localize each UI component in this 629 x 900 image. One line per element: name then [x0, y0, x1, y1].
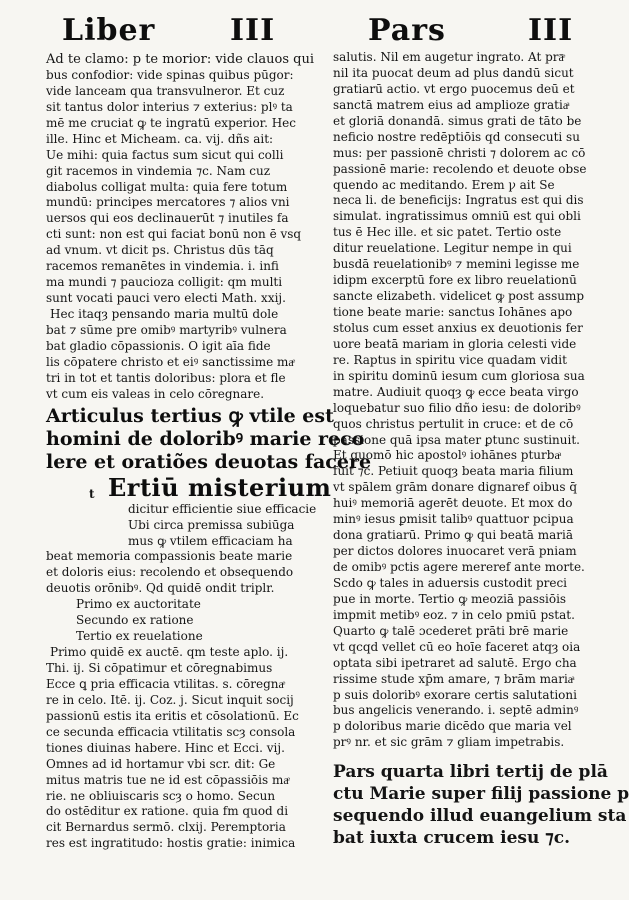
text-line: dona gratiarū. Primo ꝙ qui beatā mariā — [333, 528, 574, 543]
text-line: et doloris eius: recolendo et obsequendo — [46, 565, 294, 580]
left-para-4 — [46, 645, 311, 852]
text-line: diabolus colligat multa: quia fere totum — [46, 179, 288, 194]
left-para-3 — [46, 501, 317, 598]
text-line: bat ⁊ sūme pre omibꝰ martyribꝰ vulnera — [46, 322, 287, 337]
text-line: vt cum eis valeas in celo cōregnare. — [46, 386, 265, 401]
text-line: nil ita puocat deum ad plus dandū sicut — [333, 65, 574, 80]
running-head-left-numeral-text: III — [230, 13, 276, 48]
text-line: Et quomō hic apostolꝰ iohānes pturbaͣ — [333, 448, 560, 463]
text-line: re in celo. Itē. ij. Coz. j. Sicut inquit socij — [46, 692, 294, 707]
text-line: idipm excerptū fore ex libro reuelationū — [333, 273, 577, 288]
text-line: cit Bernardus sermō. clxij. Peremptoria — [46, 820, 286, 835]
text-line: tri in tot et tantis doloribus: plora et fle — [46, 370, 286, 385]
text-line: et gloriā donandā. simus grati de tāto be — [333, 113, 582, 128]
text-line: matre. Audiuit quoqȝ ꝙ ecce beata virgo — [333, 384, 579, 399]
text-line: dicitur efficientie siue efficacie — [128, 501, 317, 516]
text-line: mus: per passionē christi ⁊ dolorem ac cō — [333, 145, 586, 160]
section-marker: t — [89, 487, 95, 501]
heading-line: lere et oratiões deuotas facere — [46, 450, 372, 473]
text-line: lis cōpatere christo et eiꝰ sanctissime maͤ — [46, 354, 294, 369]
text-line: Ubi circa premissa subiūga — [128, 517, 295, 532]
mystery-title-text: Ertiū misterium — [108, 472, 332, 502]
running-head-left-numeral — [230, 14, 275, 48]
text-line: p suis doloribꝰ exorare certis salutationi — [333, 687, 577, 702]
text-line: de omibꝰ pctis agere mereref ante morte. — [333, 560, 585, 574]
running-head-left-label: Liber — [62, 13, 156, 48]
text-line: beat memoria compassionis beate marie — [46, 549, 293, 564]
text-line: tus ē Hec ille. et sic patet. Tertio oste — [333, 225, 562, 240]
text-line: rie. ne obliuiscaris scȝ o homo. Secun — [46, 788, 276, 803]
text-line: sunt vocati pauci vero electi Math. xxij. — [46, 291, 286, 306]
text-line: tione beate marie: sanctus Iohānes apo — [333, 305, 573, 319]
text-line: sit tantus dolor interius ⁊ exterius: plꝰ ta — [46, 99, 293, 114]
text-line: rissime stude xp̄m amare, ⁊ brām mariaͣ — [333, 671, 574, 686]
text-line: Hec itaqȝ pensando maria multū dole — [50, 307, 279, 321]
text-line: mitus matris tue ne id est cōpassiōis maͤ — [46, 772, 289, 787]
text-line: Thi. ij. Si cōpatimur et cōregnabimus — [46, 661, 273, 675]
running-head-right — [368, 14, 446, 48]
text-line: tiones diuinas habere. Hinc et Ecci. vij. — [46, 740, 285, 755]
text-line: Ue mihi: quia factus sum sicut qui colli — [46, 147, 284, 162]
text-line: ditur reuelatione. Legitur nempe in qui — [333, 241, 572, 256]
text-line: per dictos dolores inuocaret verā pniam — [333, 544, 577, 559]
text-line: cti sunt: non est qui faciat bonū non ē vsq — [46, 227, 302, 242]
text-line: in spiritu dominū iesum cum gloriosa sua — [333, 368, 585, 383]
spacer — [333, 751, 603, 761]
text-line: racemos remanētes in vindemia. i. infi — [46, 259, 279, 274]
text-line: res est ingratitudo: hostis gratie: inimica — [46, 836, 296, 851]
article-heading — [46, 404, 372, 474]
text-line: gratiarū actio. vt ergo puocemus deū et — [333, 81, 575, 96]
list-item: Tertio ex reuelatione — [76, 629, 203, 644]
text-line: quendo ac meditando. Erem ꝩ ait Se — [333, 177, 555, 192]
text-line: Scdo ꝙ tales in aduersis custodit preci — [333, 575, 568, 590]
list-item: Secundo ex ratione — [76, 613, 194, 628]
proof-list — [46, 597, 311, 645]
text-line: vt spālem grām donare dignaref oibus q̄ — [333, 480, 578, 495]
text-line: minꝰ iesus ꝑmisit talibꝰ quattuor pcipua — [333, 512, 574, 527]
text-line: Ad te clamo: p te morior: vide clauos qui — [46, 52, 315, 67]
text-line: re. Raptus in spiritu vice quadam vidit — [333, 352, 567, 367]
text-line: fuit ⁊c. Petiuit quoqȝ beata maria filium — [333, 464, 574, 479]
text-line: ad vnum. vt dicit ps. Christus dūs tāq — [46, 243, 274, 258]
text-line: ma mundi ⁊ paucioza colligit: qm multi — [46, 275, 283, 290]
left-para-1 — [46, 52, 315, 307]
text-line: deuotis orōnibꝰ. Qd quidē ondit triplr. — [46, 581, 275, 596]
left-column — [46, 52, 372, 852]
heading-line: ctu Marie super filij passione p — [333, 784, 629, 805]
text-line: quos christus pertulit in cruce: et de cō — [333, 416, 574, 431]
text-line: optata sibi ipetraret ad salutē. Ergo cha — [333, 655, 577, 670]
text-line: huiꝰ memoriā agerēt deuote. Et mox do — [333, 496, 573, 511]
text-line: sancte elizabeth. videlicet ꝙ post assump — [333, 289, 585, 304]
text-line: simulat. ingratissimus omniū est qui obli — [333, 209, 581, 224]
heading-line: sequendo illud euangelium sta — [333, 806, 627, 827]
text-line: uersos qui eos declinauerūt ⁊ inutiles fa — [46, 211, 289, 226]
left-para-2 — [46, 307, 311, 403]
text-line: loquebatur suo filio dño iesu: de doloribꝰ — [333, 400, 581, 415]
text-line: mus ꝙ vtilem efficaciam ha — [128, 533, 293, 548]
closing-heading — [333, 761, 629, 849]
text-line: ille. Hinc et Micheam. ca. vij. dñs ait: — [46, 131, 274, 146]
list-item: Primo ex auctoritate — [76, 597, 201, 612]
text-line: neca li. de beneficijs: Ingratus est qui dis — [333, 193, 584, 208]
text-line: bus confodior: vide spinas quibus pūgor: — [46, 67, 294, 82]
right-column — [333, 50, 629, 849]
heading-line: homini de doloribꝰ marie reco — [46, 427, 365, 450]
text-line: bus angelicis venerando. i. septē adminꝰ — [333, 703, 579, 718]
text-line: passionē marie: recolendo et deuote obse — [333, 161, 587, 176]
text-line: sanctā matrem eius ad amplioze gratiaͣ — [333, 97, 569, 112]
text-line: passionū estis ita eritis et cōsolationū. Ec — [46, 708, 299, 723]
right-para-1 — [333, 50, 603, 751]
text-line: Omnes ad id hortamur vbi scr. dit: Ge — [46, 756, 276, 771]
text-line: do ostēditur ex ratione. quia fm quod di — [46, 804, 289, 819]
text-line: neficio nostre redēptiōis qd consecuti su — [333, 129, 580, 144]
text-line: stolus cum esset anxius ex deuotionis fer — [333, 320, 583, 335]
text-line: mē me cruciat ꝙ te ingratū experior. Hec — [46, 115, 296, 130]
text-line: passione quā ipsa mater ꝑtunc sustinuit. — [333, 432, 580, 447]
running-head-left — [62, 14, 155, 48]
running-head-right-label: Pars — [368, 13, 446, 48]
text-line: uore beatā mariam in gloria celesti vide — [333, 336, 577, 351]
text-line: vide lanceam qua transvulneror. Et cuz — [46, 83, 285, 98]
heading-line: Pars quarta libri tertij de plā — [333, 762, 608, 783]
text-line: Quarto ꝙ talē ɔcederet prāti brē marie — [333, 623, 569, 638]
running-head-right-numeral-text: III — [528, 13, 574, 48]
text-line: pue in morte. Tertio ꝙ meoziā passiōis — [333, 591, 567, 606]
heading-line: Articulus tertius ꝙ vtile est — [46, 404, 334, 427]
text-line: salutis. Nil em augetur ingrato. At prāͤ — [333, 50, 564, 64]
text-line: bat gladio cōpassionis. O igit aīa fide — [46, 338, 271, 353]
heading-line: bat iuxta crucem iesu ⁊c. — [333, 828, 570, 849]
text-line: impmit metibꝰ eoz. ⁊ in celo pmiū pstat. — [333, 607, 575, 622]
text-line: mundū: principes mercatores ⁊ alios vni — [46, 195, 290, 210]
text-line: git racemos in vindemia ⁊c. Nam cuz — [46, 163, 271, 178]
text-line: p doloribus marie dicēdo que maria vel — [333, 719, 572, 734]
text-line: Primo quidē ex auctē. qm teste aplo. ij. — [50, 645, 289, 660]
text-line: vt qcqd vellet cū eo hoīe faceret atqȝ oia — [333, 639, 581, 654]
mystery-title — [46, 472, 332, 502]
text-line: busdā reuelationibꝰ ⁊ memini legisse me — [333, 257, 580, 272]
running-head-right-numeral — [528, 14, 573, 48]
text-line: Ecce ꝗ pria efficacia vtilitas. s. cōregnaͤ — [46, 676, 284, 691]
text-line: prꝰ nr. et sic grām ⁊ gliam impetrabis. — [333, 735, 565, 750]
text-line: ce secunda efficacia vtilitatis scȝ consola — [46, 724, 296, 739]
